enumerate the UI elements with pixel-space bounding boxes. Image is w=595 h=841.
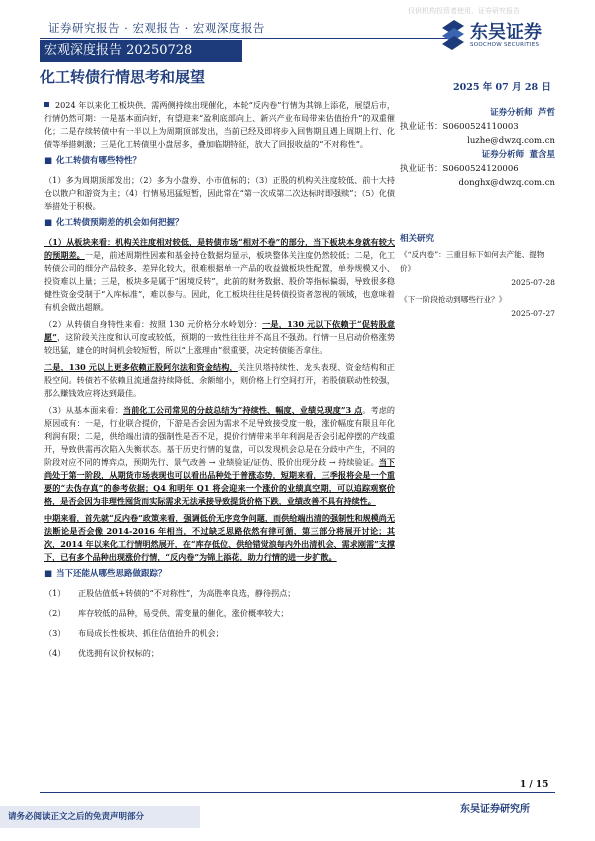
analyst-email[interactable]: luzhe@dwzq.com.cn: [467, 136, 555, 146]
paragraph-3: 二是，130 元以上更多依赖正股阿尔法和资金结构，关注贝塔持续性、龙头表现、资金结构和正股空间。转债若不依赖且流通盘持续降低、余额缩小，则价格上行空间打开，若股债联动性较强，那么赚钱效应将达到最佳。: [44, 362, 395, 398]
analyst-block: [400, 106, 555, 190]
related-link[interactable]: 《“反内卷”：三重目标下如何去产能、提物价》: [400, 250, 545, 273]
report-type-badge: 宏观深度报告 20250728: [40, 40, 242, 62]
footer-firm: 东吴证券研究所: [460, 804, 530, 815]
bullet-icon: [44, 102, 49, 107]
main-column: [44, 99, 395, 667]
breadcrumb: 证券研究报告 · 宏观报告 · 宏观深度报告: [48, 21, 265, 35]
watermark: 仅供机构投资者使用，证券研究报告: [408, 7, 520, 15]
list-item: （4） 优选拥有议价权标的；: [44, 648, 159, 658]
footer-rule: [40, 792, 555, 793]
section-heading: ■ 化工转债预期差的机会如何把握？: [44, 218, 184, 228]
analyst-role-line: 证券分析师 董含星: [481, 150, 555, 160]
triangle-icon: ■: [44, 569, 53, 579]
section-heading: ■ 化工转债有哪些特性？: [44, 156, 142, 166]
section-heading: ■ 当下还能从哪些思路做跟踪？: [44, 569, 167, 579]
analyst-email[interactable]: donghx@dwzq.com.cn: [458, 178, 555, 188]
summary-text: 2024 年以来化工板块供、需两侧持续出现催化，本轮“反内卷”行情为其锦上添花，展望后市，行情仍然可期：一是基本面向好，有望迎来“盈利底部向上、新兴产业布局带来估值抬升”的双重催化；二是存续转债中有一半以上为周期顶部发出，当前已经及即将步入回售期且遇上周期上行、化债等举措刺激；三是化工转债里小盘居多，叠加临期特征，放大了回报收益的“不对称性”。: [44, 100, 395, 149]
related-research: [400, 232, 555, 324]
related-date: 2025-07-28: [511, 278, 555, 287]
logo-mark-icon: [440, 18, 466, 50]
related-heading: 相关研究: [400, 234, 435, 244]
logo-english: SOOCHOW SECURITIES: [470, 42, 540, 48]
brand-logo: [440, 16, 556, 56]
analyst-role-line: 证券分析师 芦哲: [490, 108, 555, 118]
list-item: （1） 正股估值低+转债的“不对称性”，为高胜率良选，静待拐点；: [44, 588, 296, 598]
report-title: 化工转债行情思考和展望: [40, 68, 206, 86]
logo-name: 东吴证券: [470, 22, 542, 43]
paragraph-1: （1）从板块来看：机构关注度相对较低，是转债市场“相对不卷”的部分，当下板块本身就有较大的预期差。一是，前述周期性因素和基金持仓数据均显示，板块整体关注度仍然较低；二是，化工转债公司的细分产品较多、差异化较大，很难根据单一产品的收益做板块性配置，单券规模又小、投资难以上量；三是，板块多是属于“困境反转”，此前的财务数据、股价等指标偏弱，导致很多稳健性资金受制于“入库标准”，难以参与。因此，化工板块往往是转债投资者忽视的领域，也意味着有机会做出超额。: [44, 237, 395, 312]
related-link[interactable]: 《下一阶段抢动到哪些行业？》: [400, 295, 507, 304]
paragraph-4: （3）从基本面来看：当前化工公司常见的分歧总结为“持续性、幅度、业绩兑现度”3 点。考虑的原因或有：一是，行业联合提价，下游是否会因为需求不足导致接受度一般，涨价幅度有限且年化利润有限；二是，供给端出清的强制性是否不足，提价行情带来半年利润是否会引起停摆的产线重开，导致供需再次陷入失衡状态。基于历史行情的复盘，可以发现机会总是在分歧中产生，不同的阶段对应不同的博弈点，预期先行、景气改善 → 业绩验证/证伪、股价出现分歧 → 持续验证。当下尚处于第一阶段，从期货市场表现也可以看出品种处于普涨态势，短期来看，三季报将会是一个重要的“去伪存真”的参考依据；Q4 和明年 Q1 将会迎来一个涨价的业绩真空期，可以追踪观察价格，是否会因为非理性囤货而实际需求无法承接导致提货价格下跌，业绩改善不具有持续性。: [44, 405, 395, 506]
section1-text: （1）多为周期顶部发出；（2）多为小盘券、小市值标的；（3）正股的机构关注度较低、前十大持仓以散户和游资为主；（4）行情易迅猛短暂，因此常在“第一次成第二次达标时即强赎”；（5）化债举措处于积极。: [44, 175, 395, 211]
list-item: （2） 库存较低的品种，易受供、需变量的催化，涨价概率较大；: [44, 608, 289, 618]
disclaimer-banner: 请务必阅读正文之后的免责声明部分: [0, 806, 200, 828]
triangle-icon: ■: [44, 218, 53, 228]
summary-paragraph: [44, 99, 395, 151]
report-date: 2025 年 07 月 28 日: [453, 82, 551, 93]
list-item: （3） 布局成长性板块、抓住估值抬升的机会；: [44, 628, 224, 638]
header-rule: [40, 38, 452, 39]
paragraph-2: （2）从转债自身特性来看：按照 130 元价格分水岭划分：一是，130 元以下依赖于“促转股意愿”，这阶段关注度和认可度或较低，预期的一致性往往并不高且不强劲。行情一旦启动价格涨势较迅猛，建仓的时间机会较短暂，所以“上涨理由”很重要，决定转债能否拿住。: [44, 319, 395, 355]
page-number: 1 / 15: [520, 780, 549, 790]
analyst-cert: 执业证书：S0600524120006: [400, 164, 519, 174]
analyst-cert: 执业证书：S0600524110003: [400, 122, 519, 132]
triangle-icon: ■: [44, 156, 53, 166]
paragraph-5: 中期来看，首先就“反内卷”政策来看，强调低价无序竞争问题，而供给端出清的强制性和规模尚无法断论是否会像 2014-2016 年相当，不过缺乏思路依然有律可循，第三部分将展开讨论；其次，2014 年以来化工行情明然展开，在“库存低位、供给错觉浪每内外出清机会、需求刚需”支撑下，已有多个品种出现涨价行情，“反内卷”为锦上添花，助力行情的进一步扩散。: [44, 513, 395, 562]
related-date: 2025-07-27: [511, 309, 555, 318]
